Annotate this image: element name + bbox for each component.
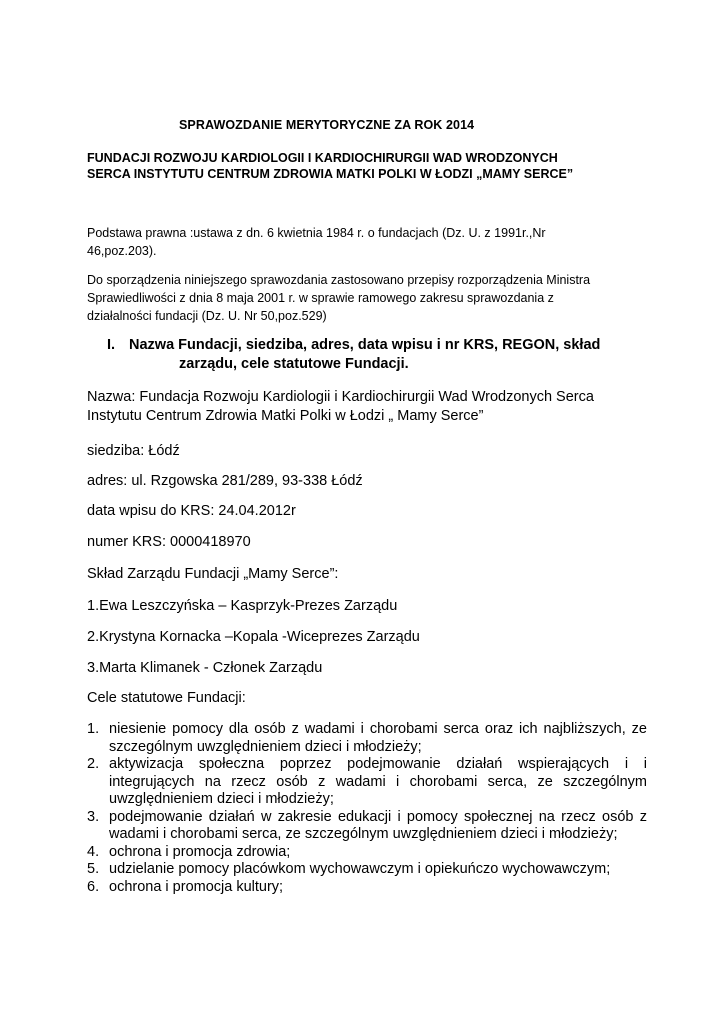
list-item xyxy=(87,844,647,862)
list-item-number: 5. xyxy=(87,861,100,877)
section-number: I. xyxy=(107,337,116,353)
section-heading xyxy=(107,336,600,374)
list-item xyxy=(87,879,647,897)
board-member: 2.Krystyna Kornacka –Kopala -Wiceprezes Zarządu xyxy=(87,629,420,645)
list-item-text: niesienie pomocy dla osób z wadami i chorobami serca oraz ich najbliższych, ze szczególnym uwzględnieniem dzieci i młodzieży; xyxy=(109,721,647,755)
foundation-name-heading xyxy=(87,150,667,182)
foundation-heading-line: SERCA INSTYTUTU CENTRUM ZDROWIA MATKI POLKI W ŁODZI „MAMY SERCE” xyxy=(87,167,574,181)
list-item-text: podejmowanie działań w zakresie edukacji i pomocy społecznej na rzecz osób z wadami i chorobami serca, ze szczególnym uwzględnieniem dzieci i młodzieży; xyxy=(109,808,647,842)
goals-heading: Cele statutowe Fundacji: xyxy=(87,690,246,706)
legal-basis-line: 46,poz.203). xyxy=(87,244,157,258)
legal-basis-line: Podstawa prawna :ustawa z dn. 6 kwietnia 1984 r. o fundacjach (Dz. U. z 1991r.,Nr xyxy=(87,226,546,240)
section-heading-line: Nazwa Fundacji, siedziba, adres, data wpisu i nr KRS, REGON, skład xyxy=(129,337,601,353)
board-member: 3.Marta Klimanek - Członek Zarządu xyxy=(87,660,323,676)
statutory-goals-list xyxy=(87,721,647,896)
foundation-name-line: Instytutu Centrum Zdrowia Matki Polki w Łodzi „ Mamy Serce” xyxy=(87,408,484,424)
legal-basis-paragraph xyxy=(87,224,647,260)
board-member: 1.Ewa Leszczyńska – Kasprzyk-Prezes Zarządu xyxy=(87,598,398,614)
regulation-line: działalności fundacji (Dz. U. Nr 50,poz.529) xyxy=(87,309,327,323)
krs-date-field: data wpisu do KRS: 24.04.2012r xyxy=(87,503,296,519)
seat-field: siedziba: Łódź xyxy=(87,443,180,459)
regulation-paragraph xyxy=(87,271,647,325)
report-title: SPRAWOZDANIE MERYTORYCZNE ZA ROK 2014 xyxy=(179,118,475,132)
address-field: adres: ul. Rzgowska 281/289, 93-338 Łódź xyxy=(87,473,363,489)
foundation-name-line: Nazwa: Fundacja Rozwoju Kardiologii i Kardiochirurgii Wad Wrodzonych Serca xyxy=(87,389,594,405)
list-item-number: 3. xyxy=(87,808,100,825)
list-item xyxy=(87,861,647,879)
regulation-line: Do sporządzenia niniejszego sprawozdania zastosowano przepisy rozporządzenia Ministra xyxy=(87,273,591,287)
regulation-line: Sprawiedliwości z dnia 8 maja 2001 r. w sprawie ramowego zakresu sprawozdania z xyxy=(87,291,554,305)
list-item-text: aktywizacja społeczna poprzez podejmowanie działań wspierających i i integrujących na rzecz osób z wadami i chorobami serca, ze szczególnym uwzględnieniem dzieci i młodzieży; xyxy=(109,756,647,807)
list-item-number: 4. xyxy=(87,843,100,860)
list-item xyxy=(87,756,647,809)
list-item-number: 1. xyxy=(87,721,100,737)
list-item-number: 6. xyxy=(87,878,100,895)
section-heading-line: zarządu, cele statutowe Fundacji. xyxy=(179,356,409,372)
list-item-text: udzielanie pomocy placówkom wychowawczym i opiekuńczo wychowawczym; xyxy=(109,861,611,877)
list-item-text: ochrona i promocja zdrowia; xyxy=(109,843,291,860)
foundation-name-field xyxy=(87,388,594,426)
list-item xyxy=(87,809,647,844)
list-item-number: 2. xyxy=(87,756,100,772)
board-heading: Skład Zarządu Fundacji „Mamy Serce”: xyxy=(87,566,339,582)
list-item-text: ochrona i promocja kultury; xyxy=(109,878,284,895)
foundation-heading-line: FUNDACJI ROZWOJU KARDIOLOGII I KARDIOCHIRURGII WAD WRODZONYCH xyxy=(87,151,558,165)
krs-number-field: numer KRS: 0000418970 xyxy=(87,534,251,550)
list-item xyxy=(87,721,647,756)
